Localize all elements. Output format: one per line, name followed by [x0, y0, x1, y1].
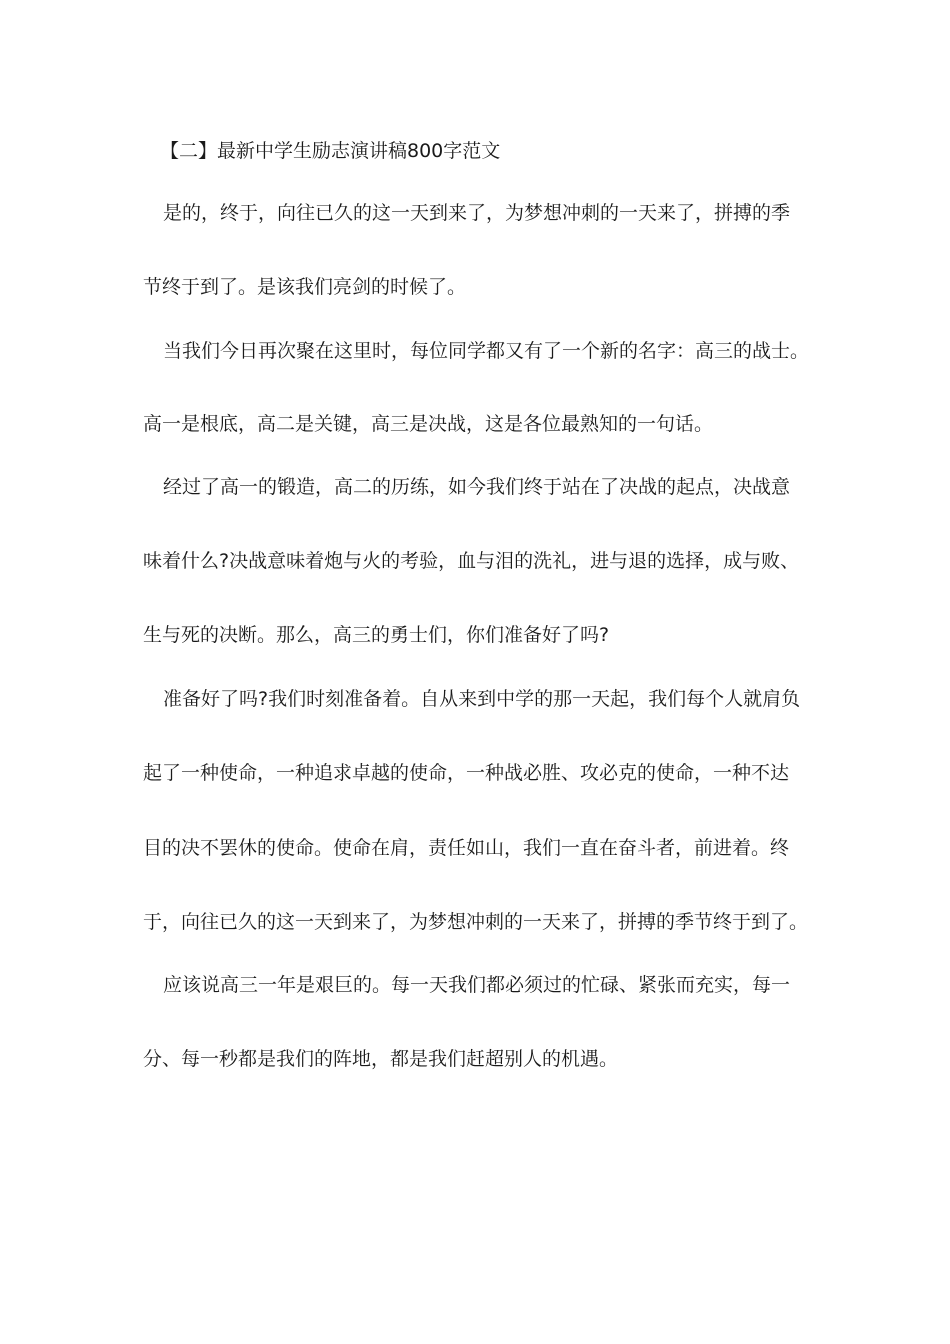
paragraph-3-line-3: 生与死的决断。那么，高三的勇士们，你们准备好了吗? [143, 624, 610, 646]
paragraph-4-line-4: 于，向往已久的这一天到来了，为梦想冲刺的一天来了，拼搏的季节终于到了。 [143, 911, 809, 933]
paragraph-3-line-2: 味着什么?决战意味着炮与火的考验，血与泪的洗礼，进与退的选择，成与败、 [143, 550, 800, 572]
document-title: 【二】最新中学生励志演讲稿800字范文 [160, 140, 501, 162]
paragraph-3-line-1: 经过了高一的锻造，高二的历练，如今我们终于站在了决战的起点，决战意 [163, 476, 791, 498]
paragraph-5-line-1: 应该说高三一年是艰巨的。每一天我们都必须过的忙碌、紧张而充实，每一 [163, 974, 791, 996]
paragraph-4-line-1: 准备好了吗?我们时刻准备着。自从来到中学的那一天起，我们每个人就肩负 [163, 688, 801, 710]
paragraph-2-line-1: 当我们今日再次聚在这里时，每位同学都又有了一个新的名字：高三的战士。 [163, 340, 810, 362]
paragraph-4-line-3: 目的决不罢休的使命。使命在肩，责任如山，我们一直在奋斗者，前进着。终 [143, 837, 790, 859]
paragraph-1-line-2: 节终于到了。是该我们亮剑的时候了。 [143, 276, 467, 298]
paragraph-4-line-2: 起了一种使命，一种追求卓越的使命，一种战必胜、攻必克的使命，一种不达 [143, 762, 790, 784]
paragraph-1-line-1: 是的，终于，向往已久的这一天到来了，为梦想冲刺的一天来了，拼搏的季 [163, 202, 791, 224]
paragraph-5-line-2: 分、每一秒都是我们的阵地，都是我们赶超别人的机遇。 [143, 1048, 619, 1070]
paragraph-2-line-2: 高一是根底，高二是关键，高三是决战，这是各位最熟知的一句话。 [143, 413, 714, 435]
